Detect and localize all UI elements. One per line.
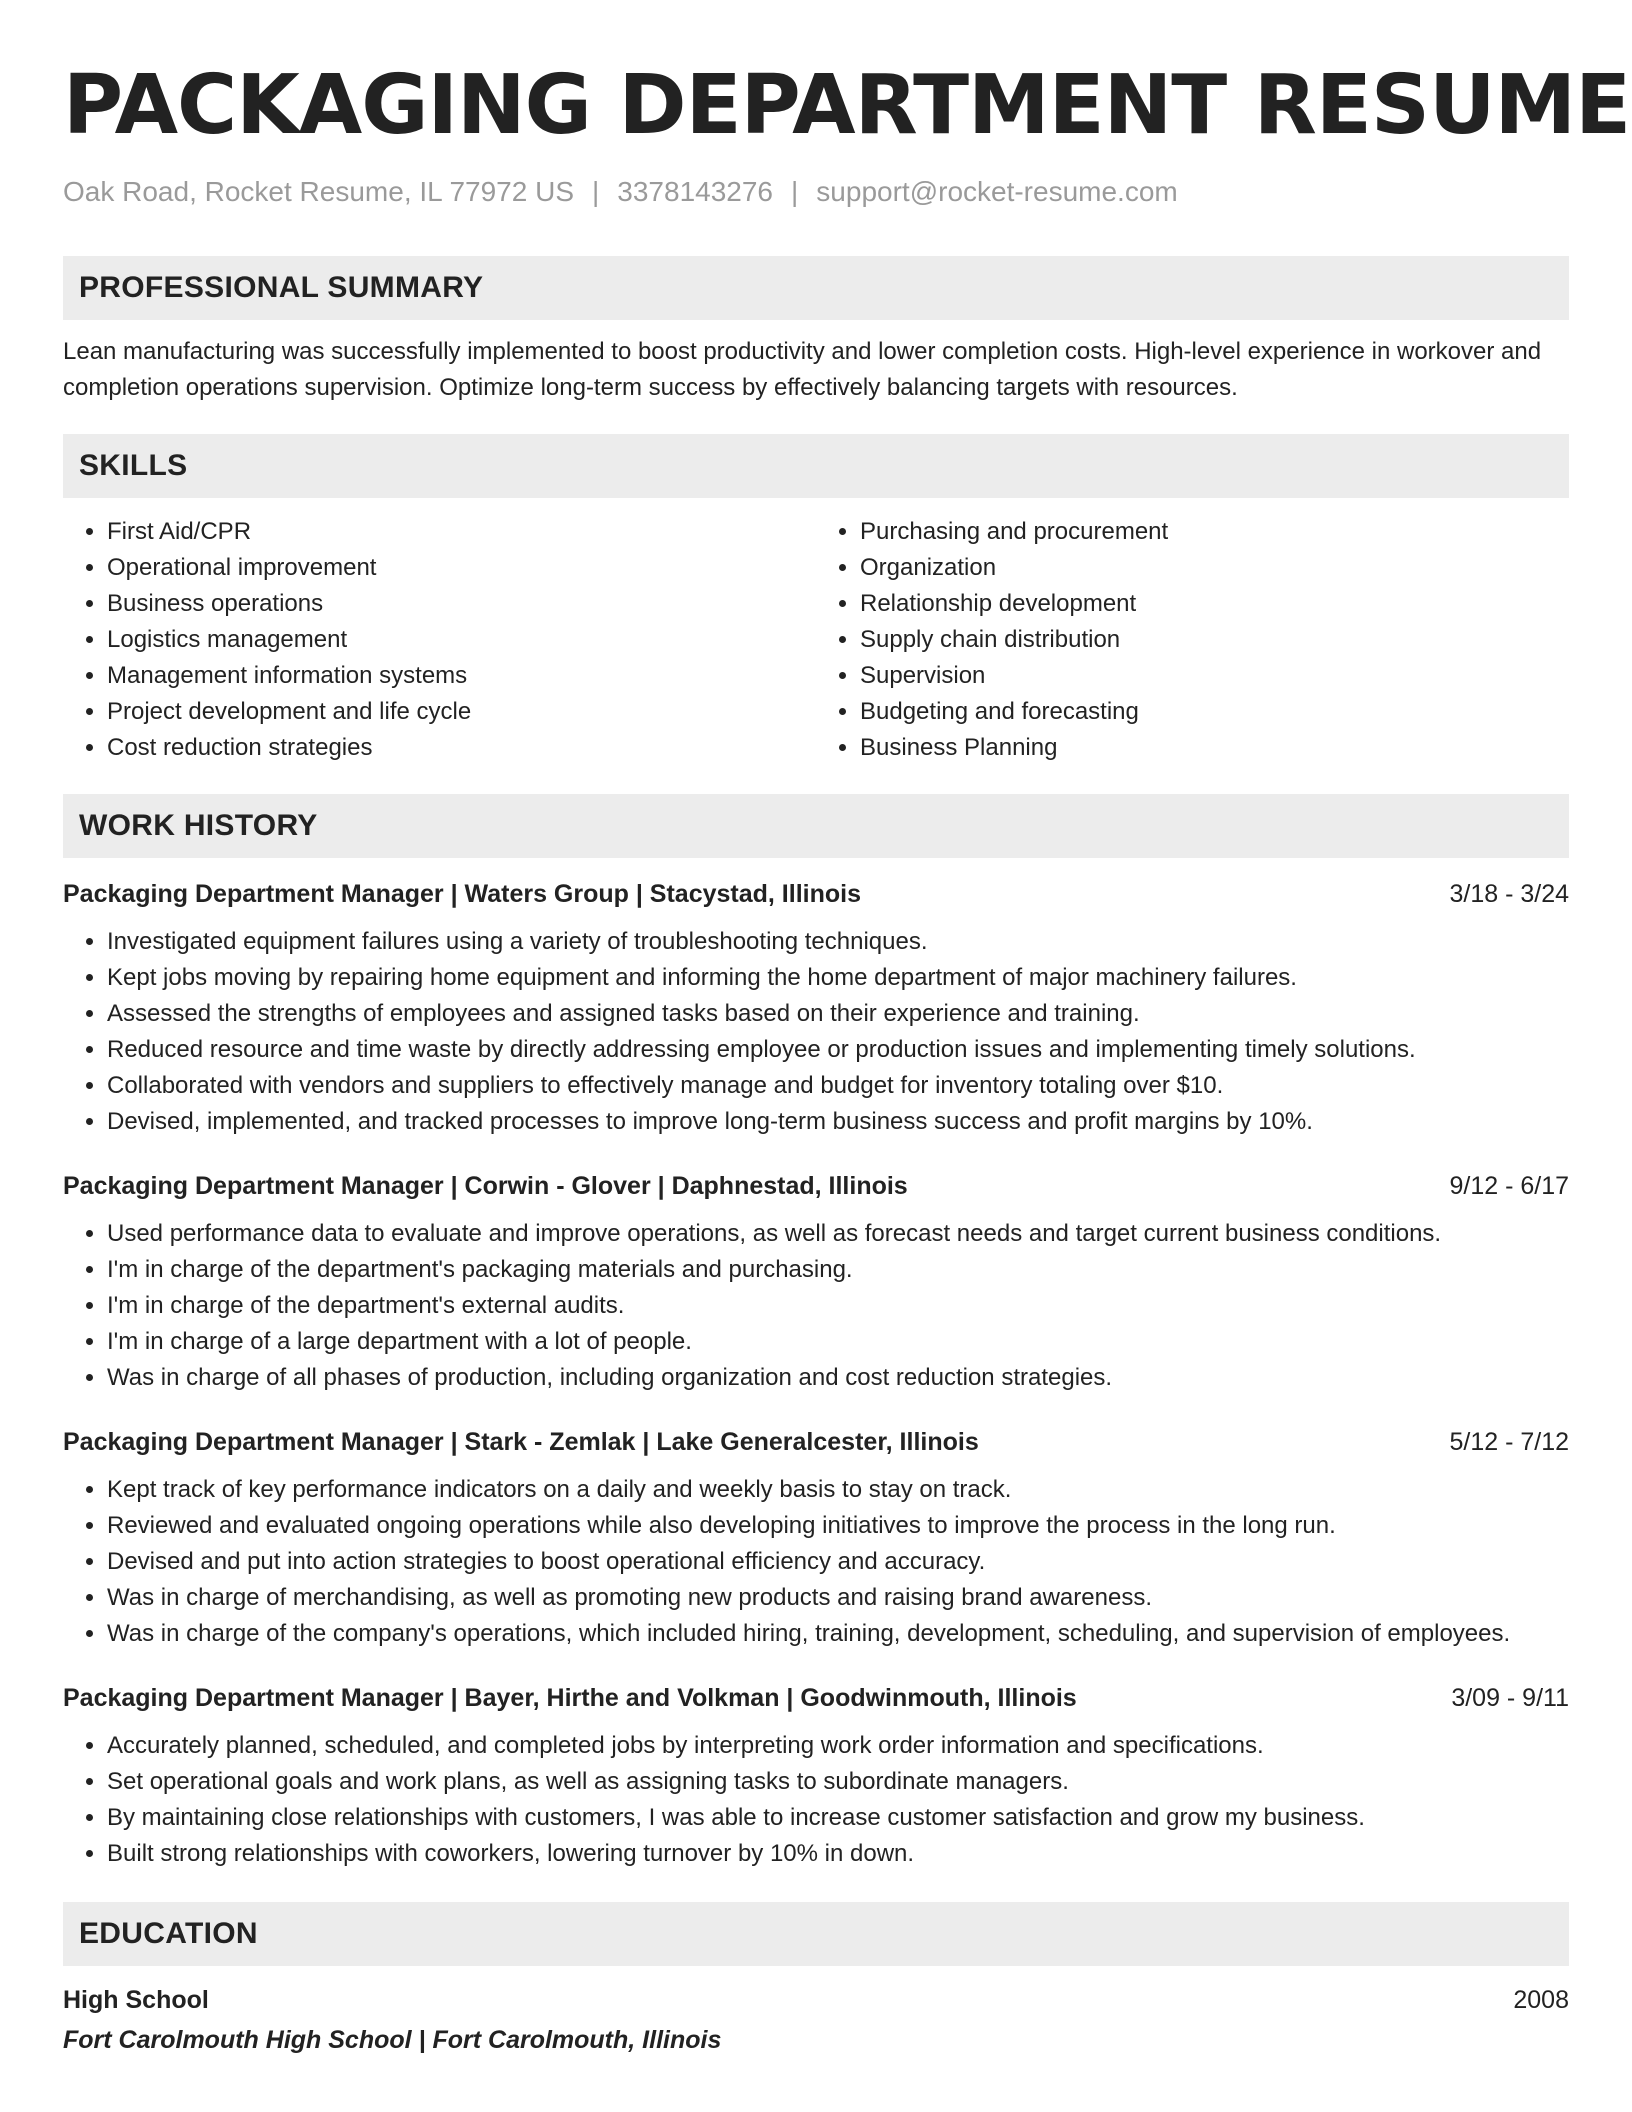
- job-title: Packaging Department Manager | Bayer, Hirthe and Volkman | Goodwinmouth, Illinois: [63, 1684, 1077, 1712]
- job-bullet: • I'm in charge of the department's packaging materials and purchasing.: [107, 1252, 1569, 1288]
- education-year: 2008: [1513, 1986, 1569, 2014]
- job-dates: 3/09 - 9/11: [1451, 1684, 1569, 1712]
- job-bullet: • Accurately planned, scheduled, and completed jobs by interpreting work order information and specifications.: [107, 1728, 1569, 1764]
- job-dates: 3/18 - 3/24: [1449, 880, 1569, 908]
- section-heading-education: EDUCATION: [63, 1902, 1569, 1966]
- job-entry: [63, 874, 1569, 1140]
- resume-title: PACKAGING DEPARTMENT RESUME: [63, 58, 1631, 153]
- job-bullets: [63, 1728, 1569, 1872]
- job-bullets: [63, 1472, 1569, 1652]
- job-header: [63, 874, 1569, 914]
- contact-phone: 3378143276: [617, 176, 774, 207]
- job-bullet: • Kept jobs moving by repairing home equipment and informing the home department of major machinery failures.: [107, 960, 1569, 996]
- skills-column-left: [63, 514, 816, 766]
- skill-item: • Logistics management: [107, 622, 816, 658]
- contact-address: Oak Road, Rocket Resume, IL 77972 US: [63, 176, 574, 207]
- job-bullet: • I'm in charge of a large department with a lot of people.: [107, 1324, 1569, 1360]
- skill-item: • Relationship development: [860, 586, 1569, 622]
- job-dates: 9/12 - 6/17: [1449, 1172, 1569, 1200]
- job-bullet: • Reviewed and evaluated ongoing operations while also developing initiatives to improve the process in the long run.: [107, 1508, 1569, 1544]
- contact-line: [63, 172, 1569, 212]
- section-heading-skills: SKILLS: [63, 434, 1569, 498]
- job-bullet: • I'm in charge of the department's external audits.: [107, 1288, 1569, 1324]
- job-bullet: • Kept track of key performance indicators on a daily and weekly basis to stay on track.: [107, 1472, 1569, 1508]
- education-header: [63, 1980, 1569, 2020]
- job-bullet: • Reduced resource and time waste by directly addressing employee or production issues and implementing timely solutions.: [107, 1032, 1569, 1068]
- skill-item: • Organization: [860, 550, 1569, 586]
- job-bullet: • Built strong relationships with coworkers, lowering turnover by 10% in down.: [107, 1836, 1569, 1872]
- job-title: Packaging Department Manager | Corwin - Glover | Daphnestad, Illinois: [63, 1172, 908, 1200]
- job-header: [63, 1422, 1569, 1462]
- contact-separator: |: [592, 176, 600, 207]
- skill-item: • Supply chain distribution: [860, 622, 1569, 658]
- job-title: Packaging Department Manager | Waters Group | Stacystad, Illinois: [63, 880, 861, 908]
- job-entry: [63, 1422, 1569, 1652]
- job-bullet: • Devised and put into action strategies to boost operational efficiency and accuracy.: [107, 1544, 1569, 1580]
- job-header: [63, 1166, 1569, 1206]
- job-bullet: • Collaborated with vendors and suppliers to effectively manage and budget for inventory totaling over $10.: [107, 1068, 1569, 1104]
- skill-item: • Management information systems: [107, 658, 816, 694]
- job-bullets: [63, 924, 1569, 1140]
- job-bullet: • Set operational goals and work plans, as well as assigning tasks to subordinate managers.: [107, 1764, 1569, 1800]
- skill-item: • First Aid/CPR: [107, 514, 816, 550]
- contact-separator: |: [791, 176, 799, 207]
- job-bullet: • Used performance data to evaluate and improve operations, as well as forecast needs and target current business conditions.: [107, 1216, 1569, 1252]
- skill-item: • Purchasing and procurement: [860, 514, 1569, 550]
- job-bullet: • Devised, implemented, and tracked processes to improve long-term business success and profit margins by 10%.: [107, 1104, 1569, 1140]
- summary-text: Lean manufacturing was successfully implemented to boost productivity and lower completion costs. High-level experience in workover and completion operations supervision. Optimize long-term success by effectively balancing targets with resources.: [63, 338, 1542, 401]
- job-entry: [63, 1166, 1569, 1396]
- skills-list: [63, 514, 1569, 766]
- education-school: Fort Carolmouth High School | Fort Carolmouth, Illinois: [63, 2026, 722, 2054]
- job-bullet: • Was in charge of all phases of production, including organization and cost reduction strategies.: [107, 1360, 1569, 1396]
- job-bullet: • Assessed the strengths of employees and assigned tasks based on their experience and training.: [107, 996, 1569, 1032]
- job-bullets: [63, 1216, 1569, 1396]
- job-title: Packaging Department Manager | Stark - Zemlak | Lake Generalcester, Illinois: [63, 1428, 979, 1456]
- skill-item: • Business operations: [107, 586, 816, 622]
- skill-item: • Operational improvement: [107, 550, 816, 586]
- education-degree: High School: [63, 1986, 209, 2014]
- job-header: [63, 1678, 1569, 1718]
- job-bullet: • Investigated equipment failures using a variety of troubleshooting techniques.: [107, 924, 1569, 960]
- skill-item: • Project development and life cycle: [107, 694, 816, 730]
- job-entry: [63, 1678, 1569, 1872]
- contact-email: support@rocket-resume.com: [816, 176, 1178, 207]
- skill-item: • Budgeting and forecasting: [860, 694, 1569, 730]
- education-entry: [63, 1980, 1569, 2060]
- section-heading-summary: PROFESSIONAL SUMMARY: [63, 256, 1569, 320]
- section-heading-work-history: WORK HISTORY: [63, 794, 1569, 858]
- job-bullet: • Was in charge of the company's operations, which included hiring, training, development, scheduling, and supervision of employees.: [107, 1616, 1569, 1652]
- job-bullet: • By maintaining close relationships with customers, I was able to increase customer satisfaction and grow my business.: [107, 1800, 1569, 1836]
- skills-column-right: [816, 514, 1569, 766]
- skill-item: • Business Planning: [860, 730, 1569, 766]
- job-bullet: • Was in charge of merchandising, as well as promoting new products and raising brand awareness.: [107, 1580, 1569, 1616]
- skill-item: • Cost reduction strategies: [107, 730, 816, 766]
- skill-item: • Supervision: [860, 658, 1569, 694]
- job-dates: 5/12 - 7/12: [1449, 1428, 1569, 1456]
